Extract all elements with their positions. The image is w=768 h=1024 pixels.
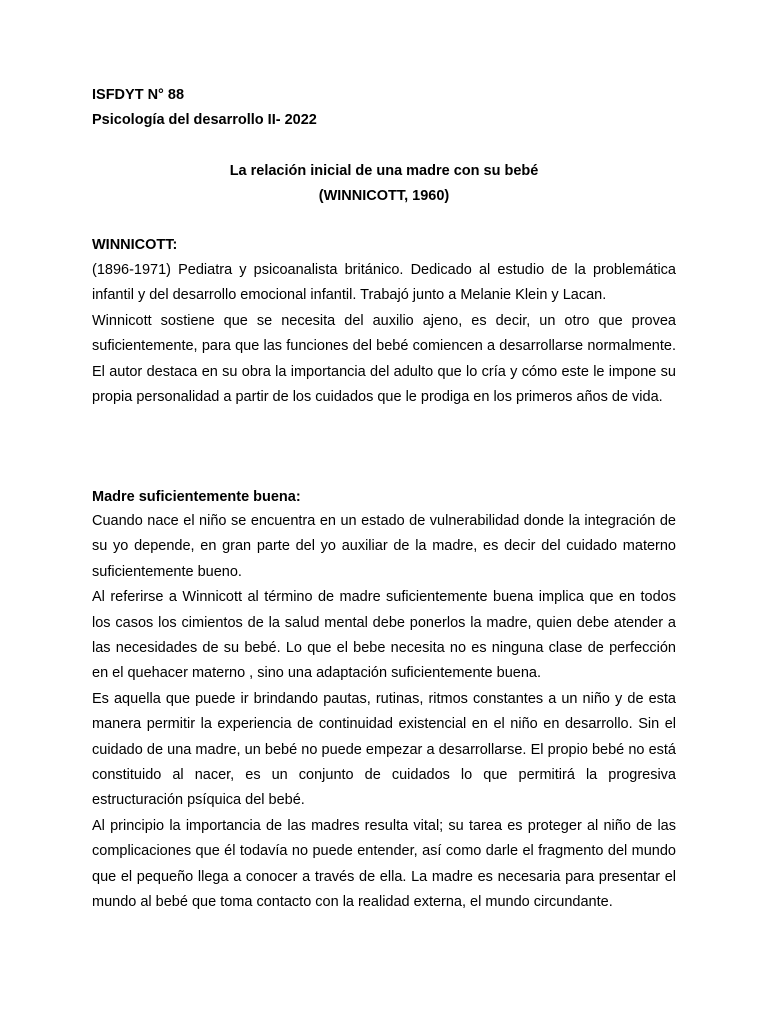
madre-body: [92, 509, 676, 916]
document-subtitle: (WINNICOTT, 1960): [318, 188, 450, 204]
paragraph: Cuando nace el niño se encuentra en un estado de vulnerabilidad donde la integración de su yo depende, en gran parte del yo auxiliar de la madre, es decir del cuidado materno suficientemente bueno.: [92, 513, 676, 580]
winnicott-body: [92, 258, 676, 410]
document-title: La relación inicial de una madre con su bebé: [229, 163, 539, 179]
course-line: Psicología del desarrollo II- 2022: [92, 112, 317, 128]
madre-heading: Madre suficientemente buena:: [92, 489, 301, 505]
paragraph: Winnicott sostiene que se necesita del auxilio ajeno, es decir, un otro que provea suficientemente, para que las funciones del bebé comiencen a desarrollarse normalmente. El autor destaca en su obra la importancia del adulto que lo cría y cómo este le impone su propia personalidad a partir de los cuidados que le prodiga en los primeros años de vida.: [92, 312, 676, 406]
paragraph: Al principio la importancia de las madres resulta vital; su tarea es proteger al niño de las complicaciones que él todavía no puede entender, así como darle el fragmento del mundo que el pequeño llega a conocer a través de ella. La madre es necesaria para presentar el mundo al bebé que toma contacto con la realidad externa, el mundo circundante.: [92, 817, 676, 911]
paragraph: Es aquella que puede ir brindando pautas, rutinas, ritmos constantes a un niño y de esta manera permitir la experiencia de continuidad existencial en el niño en desarrollo. Sin el cuidado de una madre, un bebé no puede empezar a desarrollarse. El propio bebé no está constituido al nacer, es un conjunto de cuidados lo que permitirá la progresiva estructuración psíquica del bebé.: [92, 690, 676, 809]
paragraph: (1896-1971) Pediatra y psicoanalista británico. Dedicado al estudio de la problemática infantil y del desarrollo emocional infantil. Trabajó junto a Melanie Klein y Lacan.: [92, 262, 676, 304]
paragraph: Al referirse a Winnicott al término de madre suficientemente buena implica que en todos los casos los cimientos de la salud mental debe ponerlos la madre, quien debe atender a las necesidades de su bebé. Lo que el bebe necesita no es ninguna clase de perfección en el quehacer materno , sino una adaptación suficientemente buena.: [92, 589, 676, 682]
institution-line: ISFDYT N° 88: [92, 87, 185, 103]
winnicott-heading: WINNICOTT:: [92, 237, 178, 253]
